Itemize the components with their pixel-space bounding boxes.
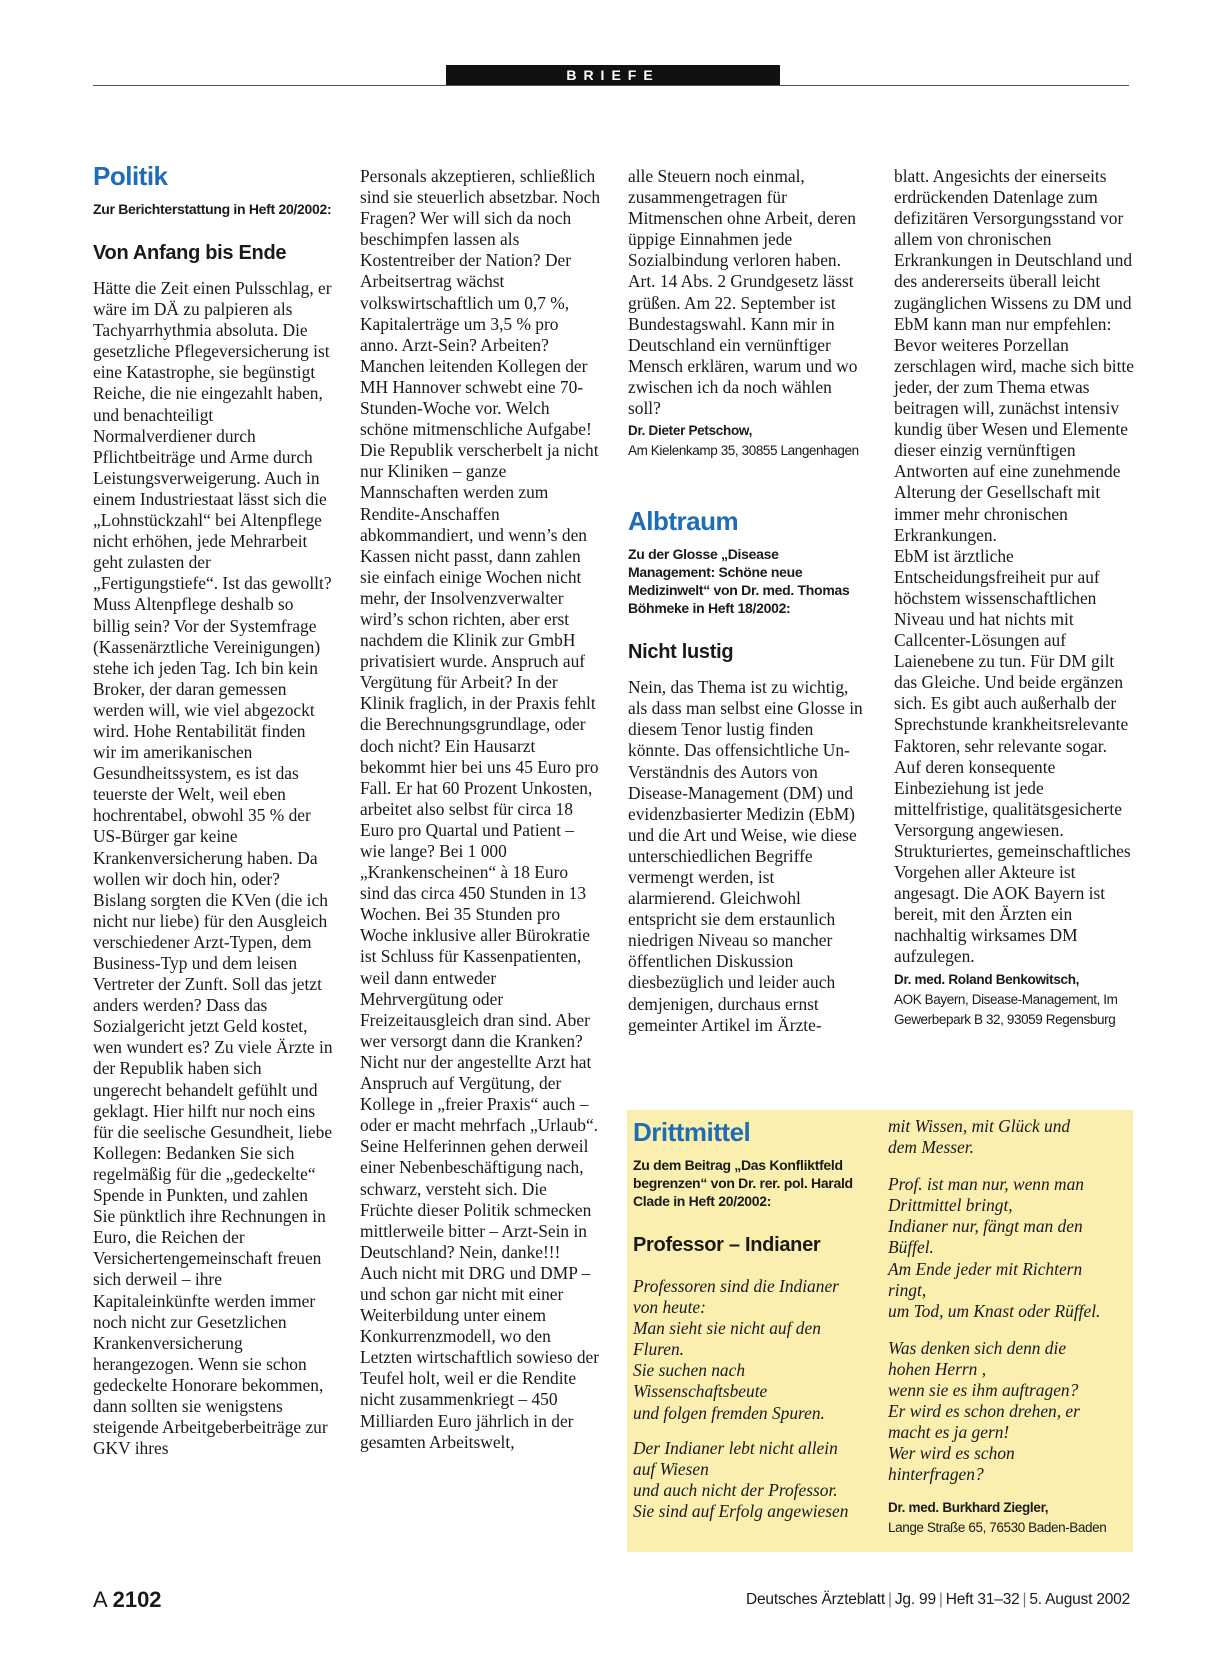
poem-line: von heute: [633, 1297, 706, 1318]
page-number-value: 2102 [112, 1587, 162, 1612]
poem-line: Was denken sich denn die [888, 1337, 1067, 1358]
reference-albtraum: Zu der Glosse „Disease Management: Schöne neue Medizinwelt“ von Dr. med. Thomas Böhmeke in Heft 18/2002: [628, 546, 850, 617]
author-benkowitsch: Dr. med. Roland Benkowitsch, [894, 971, 1080, 987]
letter-text-politik-part2: Personals akzeptieren, schließlich sind sie steuerlich absetzbar. Noch Fragen? Wer will sich da noch beschimpfen lassen als Kostentreiber der Nation? Der Arbeitsertrag wächst volkswirtschaftlich um 0,7 %, Kapitalerträge um 3,5 % pro anno. Arzt-Sein? Arbeiten? Manchen leitenden Kollegen der MH Hannover schwebt eine 70-Stunden-Woche vor. Welch schöne mitmenschliche Aufgabe! Die Republik verscherbelt ja nicht nur Kliniken – ganze Mannschaften werden zum Rendite-Anschaffen abkommandiert, und wenn’s den Kassen nicht passt, dann zahlen sie einfach einige Wochen nicht mehr, der Insolvenzverwalter wird’s schon richten, aber erst nachdem die Klinik zur GmbH privatisiert wurde. Anspruch auf Vergütung für Arbeit? In der Klinik fraglich, in der Praxis fehlt die Berechnungsgrundlage, oder doch nicht? Ein Hausarzt bekommt hier bei uns 45 Euro pro Fall. Er hat 60 Prozent Unkosten, arbeitet also selbst für circa 18 Euro pro Quartal und Patient – wie lange? Bei 1 000 „Krankenscheinen“ à 18 Euro sind das circa 450 Stunden in 13 Wochen. Bei 35 Stunden pro Woche inklusive aller Bürokratie ist Schluss für Kassenpatienten, weil dann entweder Mehrvergütung oder Freizeitausgleich dran sind. Aber wer versorgt dann die Kranken? Nicht nur der angestellte Arzt hat Anspruch auf Vergütung, der Kollege in „freier Praxis“ auch – oder er macht mehrfach „Urlaub“. Seine Helferinnen gehen derweil einer Nebenbeschäftigung nach, schwarz, versteht sich. Die Früchte dieser Politik schmecken mittlerweile bitter – Arzt-Sein in Deutschland? Nein, danke!!! Auch nicht mit DRG und DMP – und schon gar nicht mit einer Weiterbildung unter einem Konkurrenzmodell, wo den Letzten wirtschaftlich sowieso der Teufel holt, weil er die Rendite nicht zusammenkriegt – 450 Milliarden Euro jährlich in der gesamten Arbeitswelt, [360, 166, 601, 1452]
column-1 [93, 160, 333, 1459]
author-petschow: Dr. Dieter Petschow, [628, 423, 753, 439]
rubric-albtraum: Albtraum [628, 506, 739, 537]
address-petschow: Am Kielenkamp 35, 30855 Langenhagen [628, 443, 859, 459]
letter-text-politik-part1: Hätte die Zeit einen Pulsschlag, er wäre im DÄ zu palpieren als Tachyarrhythmia absoluta. Die gesetzliche Pflegeversicherung ist eine Katastrophe, sie begünstigt Reiche, die nie eingezahlt haben, und benachteiligt Normalverdiener durch Pflichtbeiträge und Arme durch Leistungsverweigerung. Auch in einem Industriestaat lässt sich die „Lohnstückzahl“ bei Altenpflege nicht erhöhen, jede Mehrarbeit geht zulasten der „Fertigungstiefe“. Ist das gewollt? Muss Altenpflege deshalb so billig sein? Vor der Systemfrage (Kassenärztliche Vereinigungen) stehe ich jeden Tag. Ich bin kein Broker, der daran gemessen werden will, wie viel abgezockt wird. Hohe Rentabilität finden wir im amerikanischen Gesundheitssystem, es ist das teuerste der Welt, weil eben hochrentabel, obwohl 35 % der US-Bürger gar keine Krankenversicherung haben. Da wollen wir doch hin, oder? Bislang sorgten die KVen (die ich nicht nur liebe) für den Ausgleich verschiedener Arzt-Typen, dem Business-Typ und dem leisen Vertreter der Zunft. Soll das jetzt anders werden? Dass das Sozialgericht jetzt Geld kostet, wen wundert es? Zu viele Ärzte in der Republik haben sich ungerecht behandelt gefühlt und geklagt. Hier hilft nur noch eins für die seelische Gesundheit, liebe Kollegen: Bedanken Sie sich regelmäßig für die „gedeckelte“ Spende in Punkten, und zahlen Sie pünktlich ihre Rechnungen in Euro, die Reichen der Versichertengemeinschaft freuen sich derweil – ihre Kapitaleinkünfte werden immer noch nicht zur Gesetzlichen Krankenversicherung herangezogen. Wenn sie schon gedeckelte Honorare bekommen, dann sollten sie wenigstens steigende Arbeitgeberbeiträge zur GKV ihres [93, 278, 333, 1459]
section-header-briefe: BRIEFE [446, 65, 780, 86]
poem-line: Indianer nur, fängt man den [888, 1216, 1083, 1237]
headline-nicht-lustig: Nicht lustig [628, 641, 734, 664]
poem-line: auf Wiesen [633, 1458, 709, 1479]
poem-stanza-1 [633, 1276, 867, 1424]
poem-line: um Tod, um Knast oder Rüffel. [888, 1300, 1101, 1321]
address-ziegler: Lange Straße 65, 76530 Baden-Baden [888, 1519, 1107, 1535]
reference-politik: Zur Berichterstattung in Heft 20/2002: [93, 201, 332, 217]
journal-issue: Heft 31–32 [945, 1591, 1020, 1608]
drittmittel-box [627, 1110, 1133, 1552]
journal-name: Deutsches Ärzteblatt [746, 1591, 886, 1608]
poem-line: ringt, [888, 1279, 927, 1300]
letter-text-politik-part3: alle Steuern noch einmal, zusammengetragen für Mitmenschen ohne Arbeit, deren üppige Einnahmen jede Sozialbindung verloren haben. Art. 14 Abs. 2 Grundgesetz lässt grüßen. Am 22. September ist Bundestagswahl. Kann mir in Deutschland ein vernünftiger Mensch erklären, warum und wo zwischen ich da noch wählen soll? [628, 166, 858, 419]
letter-text-albtraum-part1: Nein, das Thema ist zu wichtig, als dass man selbst eine Glosse in diesem Tenor lustig finden könnte. Das offensichtliche Un-Verständnis des Autors von Disease-Management (DM) und evidenzbasierter Medizin (EbM) und die Art und Weise, wie diese unterschiedlichen Begriffe vermengt werden, ist alarmierend. Gleichwohl entspricht sie dem erstaunlich niedrigen Niveau so mancher öffentlichen Diskussion diesbezüglich und leider auch demjenigen, durchaus ernst gemeinter Artikel im Ärzte- [628, 677, 863, 1035]
column-3 [628, 166, 866, 1036]
poem-line: Man sieht sie nicht auf den [633, 1318, 821, 1339]
separator: | [888, 1591, 892, 1608]
poem-line: Wer wird es schon [888, 1443, 1015, 1464]
poem-line: Am Ende jeder mit Richtern [888, 1258, 1083, 1279]
rubric-drittmittel: Drittmittel [633, 1117, 751, 1147]
poem-stanza-2 [633, 1438, 867, 1522]
poem-line: Wissenschaftsbeute [633, 1381, 768, 1402]
poem-line: hohen Herrn , [888, 1358, 987, 1379]
letter-text-albtraum-part3: EbM ist ärztliche Entscheidungsfreiheit pur auf höchstem wissenschaftlichen Niveau und hat nichts mit Callcenter-Lösungen auf Laienebene zu tun. Für DM gilt das Gleiche. Und beide ergänzen sich. Es gibt auch außerhalb der Sprechstunde krankheitsrelevante Faktoren, sehr relevante sogar. Auf deren konsequente Einbeziehung ist jede mittelfristige, qualitätsgesicherte Versorgung angewiesen. Strukturiertes, gemeinschaftliches Vorgehen aller Akteure ist angesagt. Die AOK Bayern ist bereit, mit den Ärzten ein nachhaltig wirksames DM aufzulegen. [894, 545, 1131, 967]
poem-line: und auch nicht der Professor. [633, 1479, 838, 1500]
column-4 [894, 166, 1134, 1030]
page-number [93, 1587, 162, 1613]
rubric-politik: Politik [93, 161, 168, 191]
poem-line: macht es ja gern! [888, 1422, 1010, 1443]
poem-stanza-5 [888, 1338, 1128, 1486]
poem-line: Drittmittel bringt, [888, 1195, 1013, 1216]
page-prefix: A [93, 1587, 107, 1612]
poem-line: Sie suchen nach [633, 1360, 746, 1381]
separator: | [938, 1591, 943, 1608]
poem-line: dem Messer. [888, 1137, 974, 1158]
drittmittel-right-column [888, 1116, 1128, 1538]
poem-line: Sie sind auf Erfolg angewiesen [633, 1500, 849, 1521]
author-ziegler: Dr. med. Burkhard Ziegler, [888, 1499, 1049, 1515]
publication-info [746, 1590, 1130, 1610]
header-rule [93, 85, 1129, 86]
poem-line: Prof. ist man nur, wenn man [888, 1174, 1084, 1195]
poem-line: wenn sie es ihm auftragen? [888, 1380, 1079, 1401]
poem-stanza-3 [888, 1116, 1128, 1158]
poem-stanza-4 [888, 1174, 1128, 1322]
column-2 [360, 166, 600, 1453]
address-benkowitsch: AOK Bayern, Disease-Management, Im Gewerbepark B 32, 93059 Regensburg [894, 991, 1118, 1027]
headline-professor-indianer: Professor – Indianer [633, 1234, 821, 1256]
poem-line: hinterfragen? [888, 1464, 984, 1485]
poem-line: Der Indianer lebt nicht allein [633, 1437, 838, 1458]
journal-date: 5. August 2002 [1029, 1591, 1130, 1608]
poem-line: Professoren sind die Indianer [633, 1276, 839, 1296]
reference-drittmittel: Zu dem Beitrag „Das Konfliktfeld begrenzen“ von Dr. rer. pol. Harald Clade in Heft 20/2002: [633, 1157, 853, 1209]
headline-von-anfang-bis-ende: Von Anfang bis Ende [93, 242, 287, 264]
separator: | [1022, 1591, 1027, 1608]
poem-line: Büffel. [888, 1237, 934, 1258]
letter-text-albtraum-part2: blatt. Angesichts der einerseits erdrückenden Datenlage zum defizitären Versorgungsstand vor allem von chronischen Erkrankungen in Deutschland und des andererseits überall leicht zugänglichen Wissens zu DM und EbM kann man nur empfehlen: Bevor weiteres Porzellan zerschlagen wird, mache sich bitte jeder, der zum Thema etwas beitragen will, zunächst intensiv kundig über Wesen und Elemente dieser einzig vernünftigen Antworten auf eine zunehmende Alterung der Gesellschaft mit immer mehr chronischen Erkrankungen. [894, 166, 1134, 545]
poem-line: und folgen fremden Spuren. [633, 1402, 825, 1423]
drittmittel-left-column [633, 1116, 867, 1536]
poem-line: Fluren. [633, 1339, 685, 1360]
poem-line: mit Wissen, mit Glück und [888, 1116, 1071, 1136]
poem-line: Er wird es schon drehen, er [888, 1401, 1080, 1422]
journal-volume: Jg. 99 [894, 1591, 936, 1608]
